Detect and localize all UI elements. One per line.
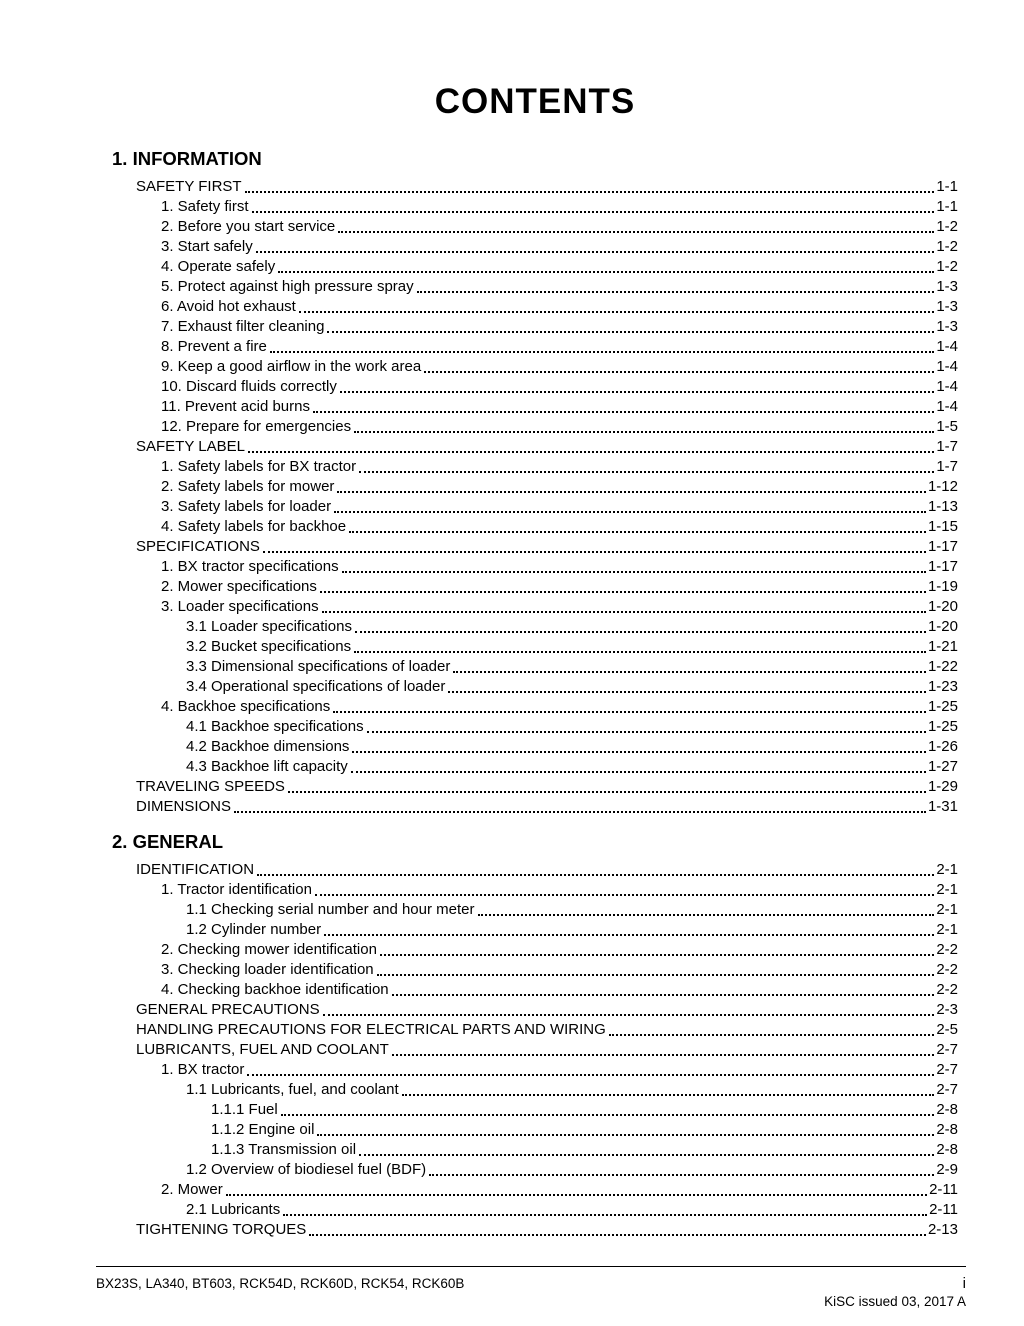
- toc-entry-label: SPECIFICATIONS: [136, 538, 260, 555]
- toc-leader-dots: [315, 894, 934, 896]
- toc-leader-dots: [309, 1234, 926, 1236]
- toc-entry-label: 10. Discard fluids correctly: [161, 378, 337, 395]
- toc-entry: [136, 637, 958, 657]
- toc-leader-dots: [478, 914, 935, 916]
- toc-entry: [136, 397, 958, 417]
- toc-entry-page: 1-19: [927, 578, 958, 595]
- toc-entry-page: 1-17: [927, 538, 958, 555]
- toc-entry-page: 1-13: [927, 498, 958, 515]
- toc-entry-page: 1-5: [936, 418, 958, 435]
- toc-entry-label: 4. Backhoe specifications: [161, 698, 331, 715]
- table-of-contents: [112, 148, 958, 1240]
- toc-entry: [136, 197, 958, 217]
- toc-entry-page: 2-8: [936, 1101, 958, 1118]
- toc-entry-page: 1-21: [927, 638, 958, 655]
- toc-leader-dots: [252, 211, 935, 213]
- toc-entry: [136, 337, 958, 357]
- toc-entry-page: 1-27: [927, 758, 958, 775]
- toc-entry: [136, 880, 958, 900]
- toc-leader-dots: [448, 691, 926, 693]
- toc-leader-dots: [355, 631, 926, 633]
- toc-entry: [136, 577, 958, 597]
- toc-entry-label: 5. Protect against high pressure spray: [161, 278, 414, 295]
- toc-entry-page: 2-9: [936, 1161, 958, 1178]
- toc-entry-page: 2-5: [936, 1021, 958, 1038]
- toc-entry-label: 1. BX tractor: [161, 1061, 245, 1078]
- toc-entry: [136, 517, 958, 537]
- toc-entry-page: 1-22: [927, 658, 958, 675]
- toc-entry: [136, 920, 958, 940]
- toc-entry-label: IDENTIFICATION: [136, 861, 255, 878]
- toc-entry-label: 1. Safety labels for BX tractor: [161, 458, 357, 475]
- toc-entry-label: 1.1.3 Transmission oil: [211, 1141, 357, 1158]
- toc-entry: [136, 1080, 958, 1100]
- toc-leader-dots: [317, 1134, 934, 1136]
- toc-leader-dots: [327, 331, 934, 333]
- footer-page-number: i: [962, 1275, 966, 1292]
- toc-entry-label: 4. Operate safely: [161, 258, 276, 275]
- toc-entry-label: 3.2 Bucket specifications: [186, 638, 352, 655]
- toc-section-entries: [112, 860, 958, 1240]
- toc-entry-label: HANDLING PRECAUTIONS FOR ELECTRICAL PARTS AND WIRING: [136, 1021, 606, 1038]
- toc-leader-dots: [234, 811, 926, 813]
- toc-entry: [136, 277, 958, 297]
- toc-entry-label: 1.2 Overview of biodiesel fuel (BDF): [186, 1161, 427, 1178]
- toc-leader-dots: [377, 974, 935, 976]
- toc-leader-dots: [323, 1014, 935, 1016]
- toc-entry-page: 1-3: [936, 318, 958, 335]
- toc-leader-dots: [338, 231, 934, 233]
- toc-leader-dots: [402, 1094, 935, 1096]
- toc-entry-label: 3. Checking loader identification: [161, 961, 374, 978]
- toc-leader-dots: [352, 751, 926, 753]
- toc-entry-page: 2-7: [936, 1061, 958, 1078]
- toc-entry-label: 1.1.1 Fuel: [211, 1101, 278, 1118]
- toc-leader-dots: [351, 771, 926, 773]
- toc-entry-label: 7. Exhaust filter cleaning: [161, 318, 325, 335]
- toc-entry-label: 2. Mower: [161, 1181, 223, 1198]
- toc-leader-dots: [270, 351, 934, 353]
- toc-entry-label: 6. Avoid hot exhaust: [161, 298, 296, 315]
- toc-entry-page: 1-4: [936, 378, 958, 395]
- toc-entry: [136, 980, 958, 1000]
- toc-entry: [136, 900, 958, 920]
- toc-leader-dots: [281, 1114, 935, 1116]
- toc-entry: [136, 1200, 958, 1220]
- toc-entry-page: 1-4: [936, 358, 958, 375]
- toc-leader-dots: [226, 1194, 927, 1196]
- toc-entry: [136, 497, 958, 517]
- toc-entry-label: 11. Prevent acid burns: [161, 398, 310, 415]
- toc-leader-dots: [340, 391, 934, 393]
- toc-entry-label: LUBRICANTS, FUEL AND COOLANT: [136, 1041, 389, 1058]
- toc-entry-page: 2-2: [936, 981, 958, 998]
- toc-entry: [136, 597, 958, 617]
- toc-entry: [136, 237, 958, 257]
- toc-leader-dots: [342, 571, 926, 573]
- toc-leader-dots: [609, 1034, 935, 1036]
- toc-entry-label: 1. BX tractor specifications: [161, 558, 339, 575]
- toc-leader-dots: [359, 471, 934, 473]
- toc-entry: [136, 1160, 958, 1180]
- toc-leader-dots: [380, 954, 934, 956]
- toc-entry-page: 1-3: [936, 278, 958, 295]
- toc-entry-label: 4.3 Backhoe lift capacity: [186, 758, 348, 775]
- toc-entry-page: 1-1: [936, 198, 958, 215]
- toc-entry: [136, 1060, 958, 1080]
- toc-entry-page: 2-7: [936, 1081, 958, 1098]
- toc-entry-page: 1-29: [927, 778, 958, 795]
- toc-entry-page: 1-4: [936, 338, 958, 355]
- toc-entry-label: 3.1 Loader specifications: [186, 618, 352, 635]
- toc-leader-dots: [324, 934, 934, 936]
- toc-entry-label: 2. Before you start service: [161, 218, 336, 235]
- toc-entry: [136, 377, 958, 397]
- toc-entry-label: 3. Safety labels for loader: [161, 498, 332, 515]
- toc-entry-page: 2-11: [929, 1201, 958, 1218]
- toc-entry: [136, 297, 958, 317]
- toc-leader-dots: [392, 994, 935, 996]
- toc-entry-page: 2-8: [936, 1141, 958, 1158]
- toc-entry-label: 3. Loader specifications: [161, 598, 319, 615]
- toc-entry-page: 1-15: [927, 518, 958, 535]
- toc-entry-page: 1-4: [936, 398, 958, 415]
- toc-entry-label: 4.2 Backhoe dimensions: [186, 738, 350, 755]
- toc-leader-dots: [367, 731, 926, 733]
- toc-entry: [136, 657, 958, 677]
- toc-entry-page: 2-1: [936, 901, 958, 918]
- toc-entry-label: 8. Prevent a fire: [161, 338, 267, 355]
- toc-entry: [136, 1000, 958, 1020]
- toc-leader-dots: [334, 511, 926, 513]
- toc-entry: [136, 617, 958, 637]
- toc-entry-label: 2. Mower specifications: [161, 578, 317, 595]
- toc-entry-page: 1-1: [936, 178, 958, 195]
- toc-section-heading: 1. INFORMATION: [112, 148, 262, 169]
- toc-entry: [136, 357, 958, 377]
- toc-leader-dots: [424, 371, 934, 373]
- toc-entry-page: 1-20: [927, 598, 958, 615]
- toc-entry: [136, 477, 958, 497]
- toc-entry-label: 2.1 Lubricants: [186, 1201, 281, 1218]
- toc-entry: [136, 1020, 958, 1040]
- toc-entry-label: 1.1 Checking serial number and hour meter: [186, 901, 475, 918]
- toc-entry: [136, 317, 958, 337]
- toc-entry: [136, 860, 958, 880]
- toc-entry-label: 1.1.2 Engine oil: [211, 1121, 315, 1138]
- toc-entry-label: 1. Tractor identification: [161, 881, 312, 898]
- toc-entry: [136, 797, 958, 817]
- toc-entry-page: 2-11: [929, 1181, 958, 1198]
- toc-leader-dots: [248, 451, 934, 453]
- toc-entry-label: 4. Checking backhoe identification: [161, 981, 389, 998]
- toc-entry-page: 1-2: [936, 258, 958, 275]
- toc-entry: [136, 940, 958, 960]
- toc-entry-label: 1.2 Cylinder number: [186, 921, 322, 938]
- toc-entry-label: DIMENSIONS: [136, 798, 232, 815]
- toc-entry: [136, 217, 958, 237]
- toc-entry-page: 1-31: [927, 798, 958, 815]
- toc-entry-page: 1-3: [936, 298, 958, 315]
- toc-entry: [136, 757, 958, 777]
- toc-leader-dots: [337, 491, 926, 493]
- toc-entry-page: 1-26: [927, 738, 958, 755]
- toc-entry-page: 1-25: [927, 698, 958, 715]
- toc-leader-dots: [333, 711, 926, 713]
- toc-entry: [136, 417, 958, 437]
- toc-entry-label: GENERAL PRECAUTIONS: [136, 1001, 320, 1018]
- toc-leader-dots: [247, 1074, 934, 1076]
- toc-entry-label: 4. Safety labels for backhoe: [161, 518, 347, 535]
- toc-entry-page: 2-7: [936, 1041, 958, 1058]
- toc-leader-dots: [288, 791, 926, 793]
- toc-section: [112, 148, 958, 817]
- page-footer: [96, 1266, 966, 1309]
- toc-entry-label: SAFETY LABEL: [136, 438, 245, 455]
- toc-entry-label: 1. Safety first: [161, 198, 249, 215]
- toc-leader-dots: [349, 531, 926, 533]
- toc-leader-dots: [429, 1174, 934, 1176]
- toc-entry-label: TIGHTENING TORQUES: [136, 1221, 307, 1238]
- toc-entry-page: 1-25: [927, 718, 958, 735]
- toc-leader-dots: [392, 1054, 934, 1056]
- toc-entry-label: 3.4 Operational specifications of loader: [186, 678, 446, 695]
- toc-entry-page: 1-17: [927, 558, 958, 575]
- toc-entry-page: 1-20: [927, 618, 958, 635]
- toc-entry-label: TRAVELING SPEEDS: [136, 778, 285, 795]
- toc-entry: [136, 457, 958, 477]
- toc-entry-label: 12. Prepare for emergencies: [161, 418, 352, 435]
- toc-entry: [136, 257, 958, 277]
- toc-entry: [136, 1220, 958, 1240]
- toc-entry-page: 2-2: [936, 941, 958, 958]
- toc-section-heading: 2. GENERAL: [112, 831, 224, 852]
- toc-entry-page: 1-2: [936, 238, 958, 255]
- toc-entry: [136, 1100, 958, 1120]
- toc-leader-dots: [354, 651, 926, 653]
- toc-entry-page: 2-1: [936, 921, 958, 938]
- toc-entry: [136, 717, 958, 737]
- toc-entry: [136, 1040, 958, 1060]
- toc-leader-dots: [322, 611, 926, 613]
- page-title: CONTENTS: [434, 82, 636, 121]
- toc-entry-page: 1-7: [936, 458, 958, 475]
- toc-entry: [136, 1180, 958, 1200]
- toc-entry-label: 3. Start safely: [161, 238, 253, 255]
- toc-entry: [136, 177, 958, 197]
- toc-entry-label: 3.3 Dimensional specifications of loader: [186, 658, 451, 675]
- toc-leader-dots: [359, 1154, 934, 1156]
- toc-entry-page: 2-1: [936, 861, 958, 878]
- toc-entry-label: SAFETY FIRST: [136, 178, 242, 195]
- toc-entry-page: 1-7: [936, 438, 958, 455]
- toc-entry: [136, 537, 958, 557]
- toc-leader-dots: [283, 1214, 927, 1216]
- toc-leader-dots: [354, 431, 934, 433]
- toc-entry-page: 2-3: [936, 1001, 958, 1018]
- toc-entry-page: 2-1: [936, 881, 958, 898]
- toc-entry: [136, 960, 958, 980]
- toc-leader-dots: [417, 291, 935, 293]
- toc-leader-dots: [263, 551, 926, 553]
- toc-leader-dots: [278, 271, 934, 273]
- toc-leader-dots: [299, 311, 934, 313]
- toc-leader-dots: [320, 591, 926, 593]
- toc-entry-page: 1-12: [927, 478, 958, 495]
- footer-issue-note: KiSC issued 03, 2017 A: [824, 1294, 966, 1309]
- toc-entry: [136, 777, 958, 797]
- toc-entry: [136, 437, 958, 457]
- toc-section: [112, 831, 958, 1240]
- toc-entry: [136, 697, 958, 717]
- toc-entry-page: 2-2: [936, 961, 958, 978]
- toc-entry-label: 2. Safety labels for mower: [161, 478, 335, 495]
- toc-leader-dots: [257, 874, 934, 876]
- toc-leader-dots: [453, 671, 926, 673]
- toc-entry: [136, 1120, 958, 1140]
- toc-entry-label: 1.1 Lubricants, fuel, and coolant: [186, 1081, 399, 1098]
- toc-entry: [136, 677, 958, 697]
- toc-section-entries: [112, 177, 958, 817]
- toc-entry: [136, 737, 958, 757]
- toc-leader-dots: [313, 411, 934, 413]
- footer-model-list: BX23S, LA340, BT603, RCK54D, RCK60D, RCK54, RCK60B: [96, 1276, 465, 1291]
- footer-divider: [96, 1266, 966, 1267]
- toc-entry-label: 4.1 Backhoe specifications: [186, 718, 364, 735]
- toc-entry-label: 9. Keep a good airflow in the work area: [161, 358, 422, 375]
- toc-entry-page: 1-2: [936, 218, 958, 235]
- toc-entry: [136, 1140, 958, 1160]
- toc-entry-label: 2. Checking mower identification: [161, 941, 377, 958]
- toc-leader-dots: [245, 191, 935, 193]
- toc-entry-page: 1-23: [927, 678, 958, 695]
- toc-entry-page: 2-13: [927, 1221, 958, 1238]
- toc-entry-page: 2-8: [936, 1121, 958, 1138]
- toc-entry: [136, 557, 958, 577]
- toc-leader-dots: [256, 251, 935, 253]
